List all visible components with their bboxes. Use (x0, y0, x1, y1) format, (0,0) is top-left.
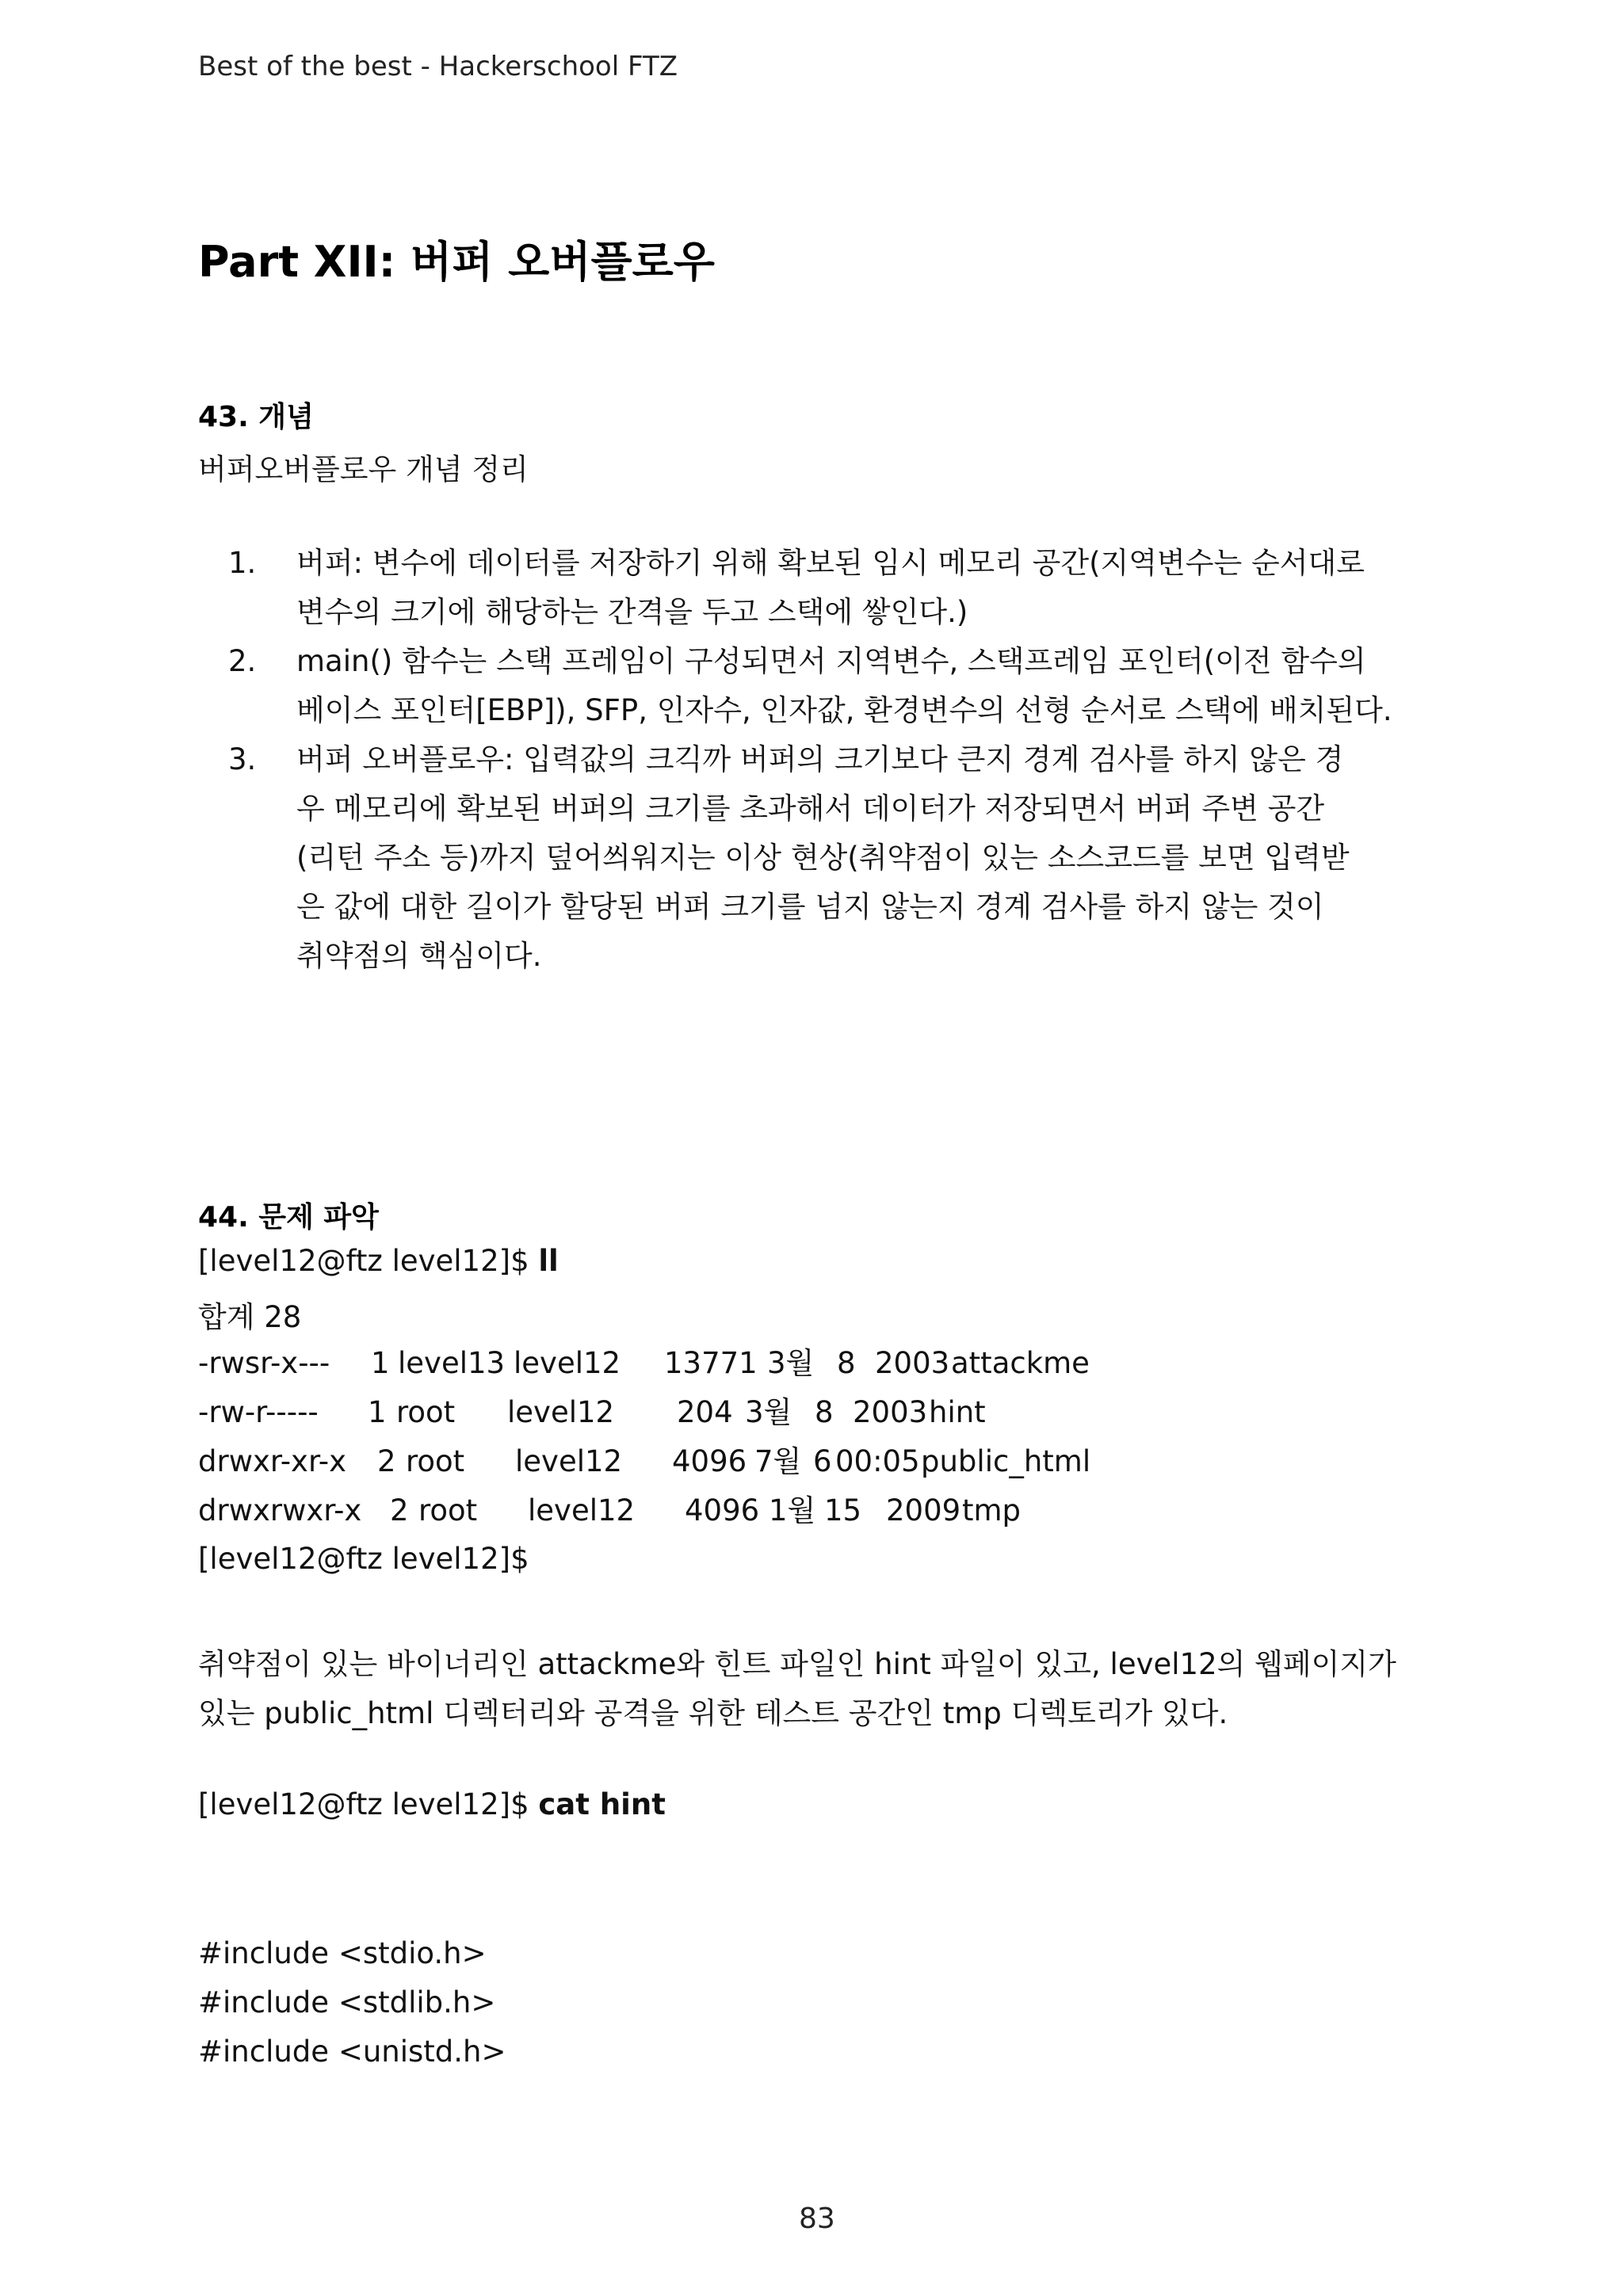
ls-time: 2003 (853, 1395, 928, 1429)
ls-time: 2003 (875, 1346, 950, 1380)
item-line: (리턴 주소 등)까지 덮어씌워지는 이상 현상(취약점이 있는 소스코드를 보면 입력받 (296, 841, 1350, 875)
shell-command: ll (538, 1244, 559, 1278)
ls-size: 204 (677, 1395, 733, 1429)
ls-permissions: drwxr-xr-x (198, 1444, 347, 1478)
ls-permissions: drwxrwxr-x (198, 1493, 362, 1527)
ls-total: 합계 28 (198, 1300, 302, 1334)
code-include: #include <unistd.h> (198, 2035, 506, 2069)
section-44-title: 44. 문제 파악 (198, 1201, 379, 1234)
ls-owner: root (406, 1444, 465, 1478)
code-include: #include <stdlib.h> (198, 1985, 496, 2019)
description-line: 있는 public_html 디렉터리와 공격을 위한 테스트 공간인 tmp 디렉토리가 있다. (198, 1696, 1228, 1730)
ls-time: 2009 (886, 1493, 961, 1527)
running-header: Best of the best - Hackerschool FTZ (198, 51, 678, 82)
ls-filename: attackme (951, 1346, 1090, 1380)
page-number: 83 (799, 2203, 835, 2235)
ls-group: level12 (528, 1493, 636, 1527)
ls-size: 4096 (685, 1493, 760, 1527)
ls-filename: tmp (962, 1493, 1022, 1527)
ls-day: 15 (824, 1493, 862, 1527)
ls-group: level12 (514, 1346, 621, 1380)
ls-filename: public_html (921, 1444, 1091, 1478)
ls-owner: root (418, 1493, 478, 1527)
part-title: Part XII: 버퍼 오버플로우 (198, 237, 715, 287)
ls-filename: hint (929, 1395, 986, 1429)
ls-permissions: -rw-r----- (198, 1395, 319, 1429)
ls-links: 1 (371, 1346, 390, 1380)
ls-month: 7월 (754, 1444, 802, 1478)
shell-prompt: [level12@ftz level12]$ (198, 1244, 539, 1278)
shell-line-ll (198, 1244, 559, 1278)
shell-prompt-end: [level12@ftz level12]$ (198, 1542, 529, 1576)
ls-time: 00:05 (835, 1444, 920, 1478)
concept-item-2 (198, 637, 1434, 735)
item-number: 3. (228, 742, 257, 776)
item-number: 2. (228, 644, 257, 678)
item-line: 버퍼 오버플로우: 입력값의 크긱까 버퍼의 크기보다 큰지 경계 검사를 하지 않은 경 (296, 742, 1344, 776)
ls-size: 4096 (672, 1444, 747, 1478)
ls-month: 3월 (745, 1395, 792, 1429)
item-line: main() 함수는 스택 프레임이 구성되면서 지역변수, 스택프레임 포인터(이전 함수의 (296, 644, 1366, 678)
item-line: 변수의 크기에 해당하는 간격을 두고 스택에 쌓인다.) (296, 595, 968, 629)
ls-permissions: -rwsr-x--- (198, 1346, 330, 1380)
ls-group: level12 (507, 1395, 615, 1429)
ls-size: 13771 (664, 1346, 758, 1380)
ls-owner: root (396, 1395, 456, 1429)
shell-prompt: [level12@ftz level12]$ (198, 1787, 539, 1821)
item-number: 1. (228, 546, 257, 580)
ls-group: level12 (515, 1444, 623, 1478)
concept-list (198, 539, 1434, 981)
ls-links: 2 (390, 1493, 409, 1527)
concept-item-1 (198, 539, 1434, 637)
ls-month: 3월 (767, 1346, 815, 1380)
ls-owner: level13 (398, 1346, 506, 1380)
ls-day: 8 (815, 1395, 834, 1429)
item-line: 취약점의 핵심이다. (296, 939, 542, 973)
item-line: 은 값에 대한 길이가 할당된 버퍼 크기를 넘지 않는지 경계 검사를 하지 않는 것이 (296, 890, 1324, 924)
concept-item-3 (198, 735, 1434, 981)
item-line: 베이스 포인터[EBP]), SFP, 인자수, 인자값, 환경변수의 선형 순서로 스택에 배치된다. (296, 693, 1392, 727)
section-43-intro: 버퍼오버플로우 개념 정리 (198, 452, 529, 486)
section-43-title: 43. 개념 (198, 401, 314, 433)
ls-links: 1 (368, 1395, 387, 1429)
ls-month: 1월 (769, 1493, 816, 1527)
item-line: 우 메모리에 확보된 버퍼의 크기를 초과해서 데이터가 저장되면서 버퍼 주변 공간 (296, 791, 1325, 826)
item-line: 버퍼: 변수에 데이터를 저장하기 위해 확보된 임시 메모리 공간(지역변수는 순서대로 (296, 546, 1365, 580)
shell-line-cat (198, 1787, 666, 1821)
code-include: #include <stdio.h> (198, 1936, 487, 1970)
ls-day: 8 (837, 1346, 856, 1380)
ls-links: 2 (377, 1444, 396, 1478)
ls-day: 6 (813, 1444, 832, 1478)
description-line: 취약점이 있는 바이너리인 attackme와 힌트 파일인 hint 파일이 있고, level12의 웹페이지가 (198, 1647, 1396, 1681)
shell-command: cat hint (538, 1787, 666, 1821)
